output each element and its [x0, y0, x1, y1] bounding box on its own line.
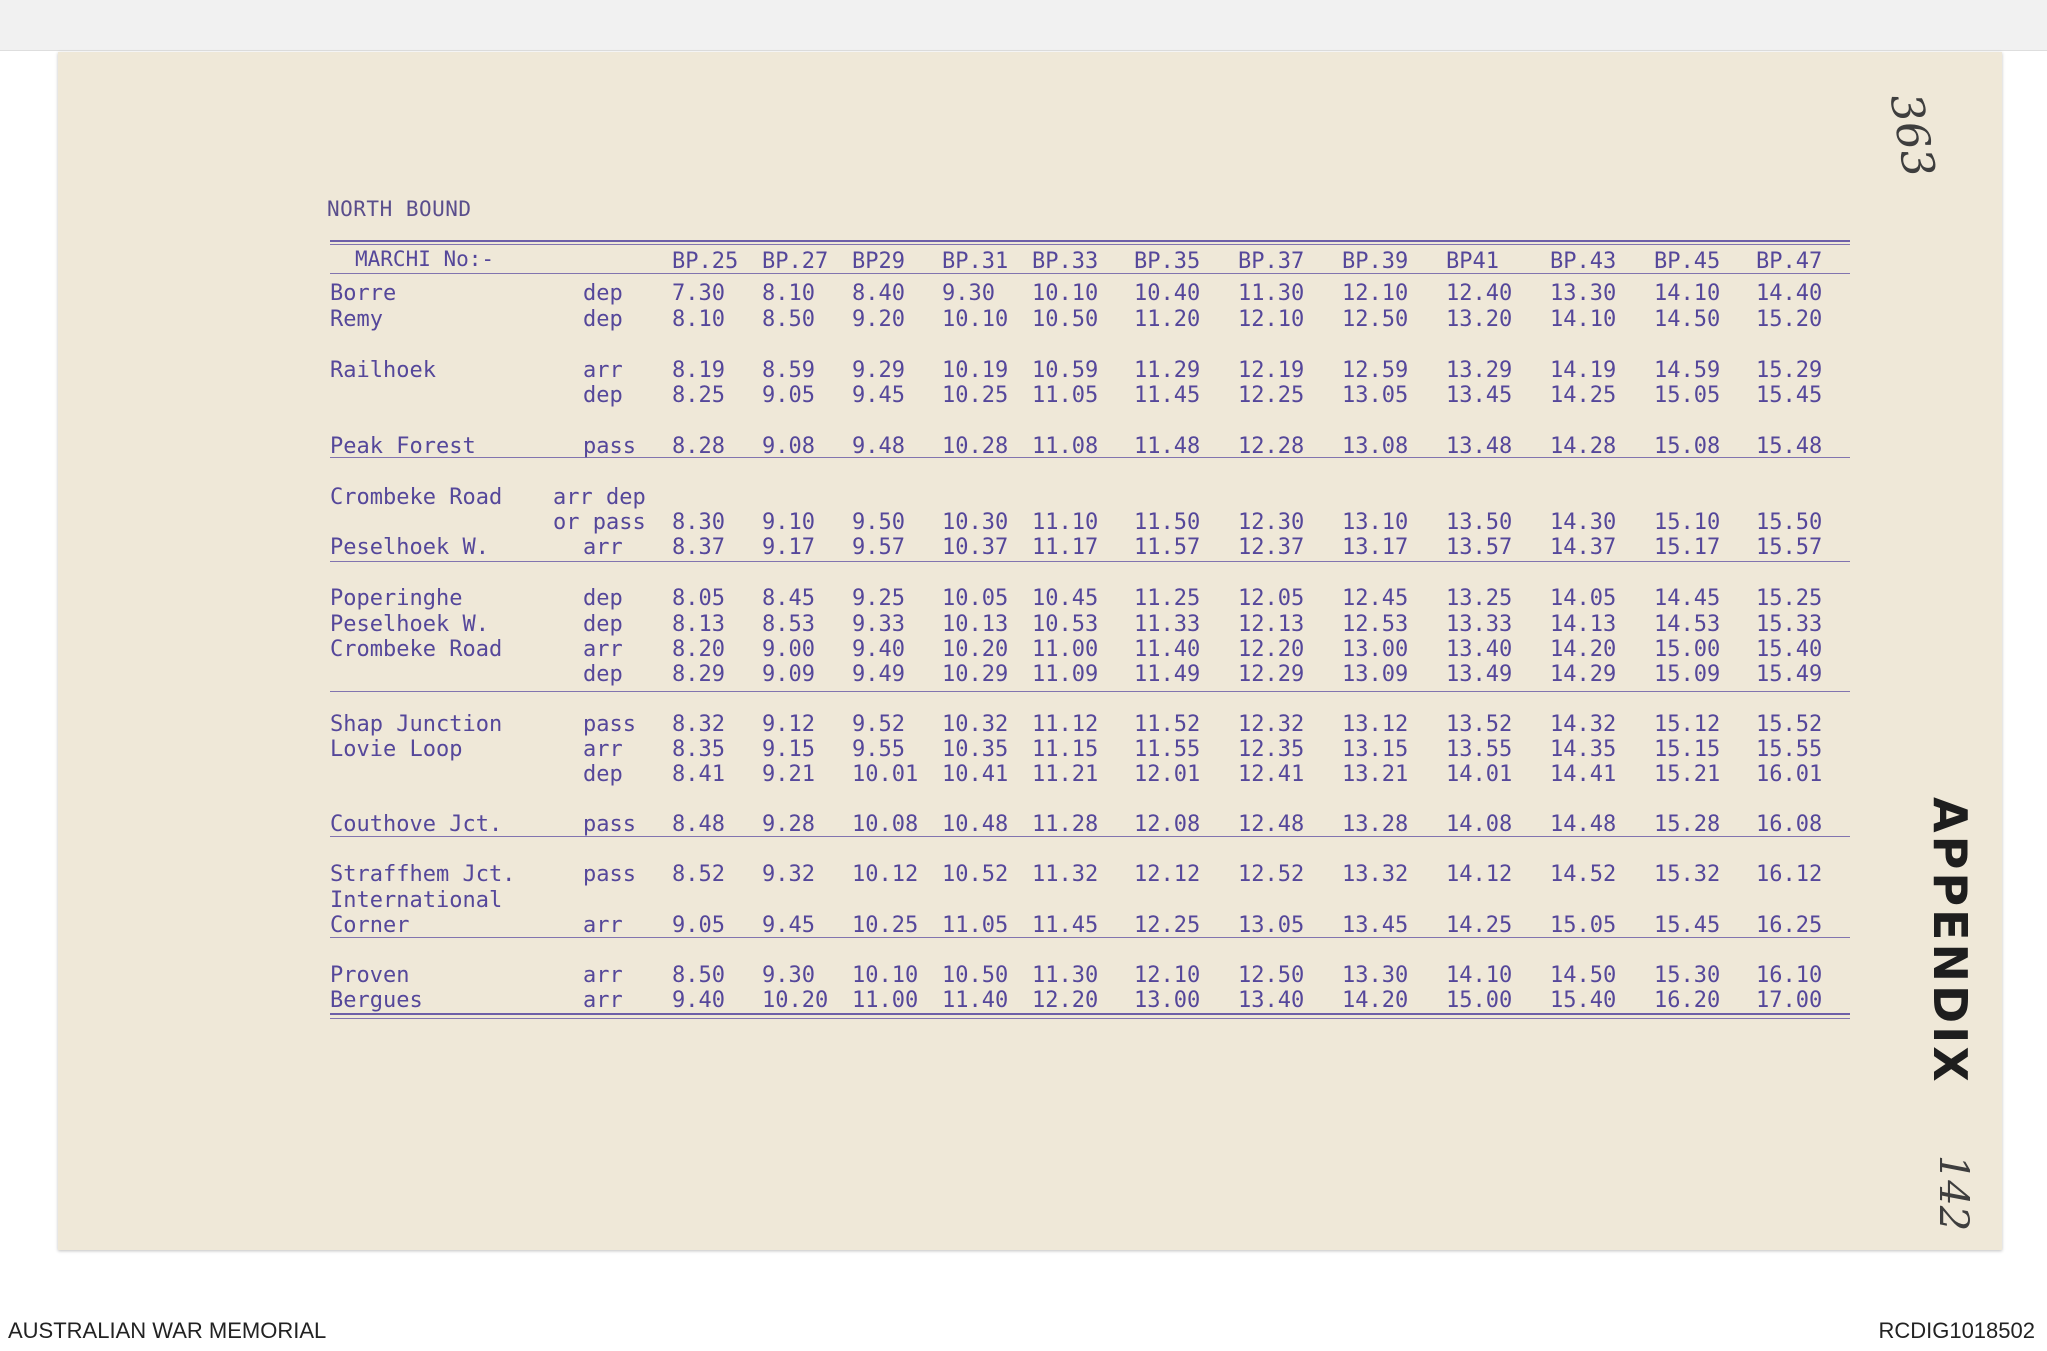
- time-cell: 14.41: [1550, 762, 1617, 787]
- time-cell: 10.20: [762, 988, 829, 1013]
- time-cell: 13.45: [1342, 913, 1409, 938]
- time-cell: 14.48: [1550, 812, 1617, 837]
- handwritten-page-number: 363: [1879, 89, 1945, 182]
- time-cell: 12.37: [1238, 535, 1305, 560]
- time-cell: 9.15: [762, 737, 815, 762]
- time-cell: 15.49: [1756, 662, 1823, 687]
- time-cell: 16.10: [1756, 963, 1823, 988]
- column-header: BP.47: [1756, 249, 1823, 274]
- time-cell: 11.15: [1032, 737, 1099, 762]
- column-header: BP.33: [1032, 249, 1099, 274]
- time-cell: 9.12: [762, 712, 815, 737]
- time-cell: 14.53: [1654, 612, 1721, 637]
- time-cell: 13.52: [1446, 712, 1513, 737]
- station-name: Borre: [330, 281, 397, 306]
- time-cell: 12.50: [1342, 307, 1409, 332]
- movement-type: arr: [583, 913, 623, 938]
- time-cell: 14.29: [1550, 662, 1617, 687]
- column-header: BP.27: [762, 249, 829, 274]
- time-cell: 9.45: [762, 913, 815, 938]
- time-cell: 13.50: [1446, 510, 1513, 535]
- time-cell: 12.10: [1342, 281, 1409, 306]
- time-cell: 14.10: [1654, 281, 1721, 306]
- footer-rule: [330, 1013, 1850, 1015]
- movement-type: arr: [583, 535, 623, 560]
- time-cell: 12.48: [1238, 812, 1305, 837]
- time-cell: 16.25: [1756, 913, 1823, 938]
- time-cell: 15.25: [1756, 586, 1823, 611]
- time-cell: 10.35: [942, 737, 1009, 762]
- time-cell: 9.00: [762, 637, 815, 662]
- time-cell: 12.12: [1134, 862, 1201, 887]
- time-cell: 13.40: [1446, 637, 1513, 662]
- time-cell: 11.00: [852, 988, 919, 1013]
- header-rule-top-2: [330, 244, 1850, 245]
- footer-rule-2: [330, 1018, 1850, 1019]
- column-header: BP29: [852, 249, 905, 274]
- time-cell: 11.55: [1134, 737, 1201, 762]
- time-cell: 8.13: [672, 612, 725, 637]
- time-cell: 11.45: [1032, 913, 1099, 938]
- time-cell: 15.05: [1550, 913, 1617, 938]
- time-cell: 15.09: [1654, 662, 1721, 687]
- time-cell: 12.13: [1238, 612, 1305, 637]
- time-cell: 8.10: [762, 281, 815, 306]
- time-cell: 11.45: [1134, 383, 1201, 408]
- time-cell: 9.30: [942, 281, 995, 306]
- time-cell: 15.33: [1756, 612, 1823, 637]
- time-cell: 12.20: [1238, 637, 1305, 662]
- time-cell: 12.20: [1032, 988, 1099, 1013]
- time-cell: 12.25: [1238, 383, 1305, 408]
- time-cell: 8.52: [672, 862, 725, 887]
- time-cell: 11.40: [1134, 637, 1201, 662]
- time-cell: 14.13: [1550, 612, 1617, 637]
- time-cell: 14.30: [1550, 510, 1617, 535]
- time-cell: 13.10: [1342, 510, 1409, 535]
- time-cell: 13.49: [1446, 662, 1513, 687]
- time-cell: 10.19: [942, 358, 1009, 383]
- time-cell: 12.30: [1238, 510, 1305, 535]
- time-cell: 13.00: [1342, 637, 1409, 662]
- time-cell: 12.19: [1238, 358, 1305, 383]
- time-cell: 11.30: [1032, 963, 1099, 988]
- time-cell: 12.59: [1342, 358, 1409, 383]
- time-cell: 10.45: [1032, 586, 1099, 611]
- time-cell: 10.53: [1032, 612, 1099, 637]
- time-cell: 12.32: [1238, 712, 1305, 737]
- time-cell: 12.50: [1238, 963, 1305, 988]
- section-rule: [330, 836, 1850, 837]
- time-cell: 13.25: [1446, 586, 1513, 611]
- time-cell: 13.08: [1342, 434, 1409, 459]
- time-cell: 16.20: [1654, 988, 1721, 1013]
- time-cell: 15.29: [1756, 358, 1823, 383]
- station-name: Bergues: [330, 988, 423, 1013]
- time-cell: 10.28: [942, 434, 1009, 459]
- time-cell: 10.25: [942, 383, 1009, 408]
- time-cell: 9.48: [852, 434, 905, 459]
- station-name: Peselhoek W.: [330, 535, 489, 560]
- time-cell: 10.10: [852, 963, 919, 988]
- time-cell: 11.28: [1032, 812, 1099, 837]
- time-cell: 8.19: [672, 358, 725, 383]
- time-cell: 15.40: [1756, 637, 1823, 662]
- time-cell: 9.45: [852, 383, 905, 408]
- time-cell: 9.57: [852, 535, 905, 560]
- station-name: Remy: [330, 307, 383, 332]
- time-cell: 15.05: [1654, 383, 1721, 408]
- time-cell: 12.40: [1446, 281, 1513, 306]
- time-cell: 9.40: [672, 988, 725, 1013]
- time-cell: 14.52: [1550, 862, 1617, 887]
- movement-type: dep: [583, 383, 623, 408]
- time-cell: 14.01: [1446, 762, 1513, 787]
- movement-type: dep: [583, 662, 623, 687]
- time-cell: 10.52: [942, 862, 1009, 887]
- station-name: Crombeke Road: [330, 637, 503, 662]
- time-cell: 8.25: [672, 383, 725, 408]
- column-header: BP.35: [1134, 249, 1201, 274]
- station-name: Poperinghe: [330, 586, 463, 611]
- time-cell: 9.09: [762, 662, 815, 687]
- time-cell: 12.35: [1238, 737, 1305, 762]
- movement-type: pass: [583, 712, 636, 737]
- station-name: Proven: [330, 963, 410, 988]
- time-cell: 8.20: [672, 637, 725, 662]
- time-cell: 15.40: [1550, 988, 1617, 1013]
- footer-catalog-id: RCDIG1018502: [1878, 1318, 2035, 1343]
- time-cell: 9.05: [672, 913, 725, 938]
- time-cell: 14.10: [1446, 963, 1513, 988]
- time-cell: 10.40: [1134, 281, 1201, 306]
- movement-type: dep: [583, 281, 623, 306]
- section-rule: [330, 691, 1850, 692]
- time-cell: 10.20: [942, 637, 1009, 662]
- time-cell: 16.01: [1756, 762, 1823, 787]
- time-cell: 15.21: [1654, 762, 1721, 787]
- time-cell: 9.05: [762, 383, 815, 408]
- time-cell: 15.50: [1756, 510, 1823, 535]
- time-cell: 15.52: [1756, 712, 1823, 737]
- station-name: Crombeke Road: [330, 485, 503, 510]
- time-cell: 10.10: [1032, 281, 1099, 306]
- station-name: Lovie Loop: [330, 737, 463, 762]
- time-cell: 10.10: [942, 307, 1009, 332]
- time-cell: 9.50: [852, 510, 905, 535]
- time-cell: 11.00: [1032, 637, 1099, 662]
- time-cell: 10.30: [942, 510, 1009, 535]
- time-cell: 14.20: [1342, 988, 1409, 1013]
- time-cell: 14.19: [1550, 358, 1617, 383]
- time-cell: 12.05: [1238, 586, 1305, 611]
- time-cell: 10.05: [942, 586, 1009, 611]
- station-name: Peselhoek W.: [330, 612, 489, 637]
- time-cell: 10.25: [852, 913, 919, 938]
- time-cell: 12.28: [1238, 434, 1305, 459]
- time-cell: 10.32: [942, 712, 1009, 737]
- time-cell: 13.30: [1550, 281, 1617, 306]
- column-header: BP.43: [1550, 249, 1617, 274]
- movement-type: or pass: [553, 510, 646, 535]
- movement-type: dep: [583, 586, 623, 611]
- time-cell: 11.57: [1134, 535, 1201, 560]
- time-cell: 12.45: [1342, 586, 1409, 611]
- station-name: Railhoek: [330, 358, 436, 383]
- station-name: Straffhem Jct.: [330, 862, 516, 887]
- time-cell: 13.55: [1446, 737, 1513, 762]
- column-header: BP.37: [1238, 249, 1305, 274]
- time-cell: 15.57: [1756, 535, 1823, 560]
- station-name: Shap Junction: [330, 712, 503, 737]
- movement-type: pass: [583, 434, 636, 459]
- time-cell: 11.20: [1134, 307, 1201, 332]
- time-cell: 14.37: [1550, 535, 1617, 560]
- time-cell: 13.05: [1342, 383, 1409, 408]
- time-cell: 15.45: [1756, 383, 1823, 408]
- station-name: Corner: [330, 913, 410, 938]
- time-cell: 9.52: [852, 712, 905, 737]
- column-header: BP.45: [1654, 249, 1721, 274]
- time-cell: 9.21: [762, 762, 815, 787]
- time-cell: 8.32: [672, 712, 725, 737]
- time-cell: 12.10: [1238, 307, 1305, 332]
- time-cell: 12.41: [1238, 762, 1305, 787]
- time-cell: 14.25: [1446, 913, 1513, 938]
- time-cell: 10.48: [942, 812, 1009, 837]
- time-cell: 11.10: [1032, 510, 1099, 535]
- time-cell: 8.40: [852, 281, 905, 306]
- time-cell: 13.28: [1342, 812, 1409, 837]
- time-cell: 8.53: [762, 612, 815, 637]
- time-cell: 9.08: [762, 434, 815, 459]
- time-cell: 10.29: [942, 662, 1009, 687]
- time-cell: 11.40: [942, 988, 1009, 1013]
- time-cell: 13.30: [1342, 963, 1409, 988]
- time-cell: 11.52: [1134, 712, 1201, 737]
- movement-type: arr: [583, 988, 623, 1013]
- time-cell: 11.12: [1032, 712, 1099, 737]
- time-cell: 10.50: [942, 963, 1009, 988]
- time-cell: 10.08: [852, 812, 919, 837]
- time-cell: 14.08: [1446, 812, 1513, 837]
- time-cell: 9.32: [762, 862, 815, 887]
- time-cell: 10.01: [852, 762, 919, 787]
- time-cell: 12.29: [1238, 662, 1305, 687]
- time-cell: 14.20: [1550, 637, 1617, 662]
- handwritten-folio: 142: [1930, 1154, 1977, 1232]
- time-cell: 13.40: [1238, 988, 1305, 1013]
- time-cell: 12.25: [1134, 913, 1201, 938]
- time-cell: 14.05: [1550, 586, 1617, 611]
- time-cell: 10.12: [852, 862, 919, 887]
- section-rule: [330, 937, 1850, 938]
- time-cell: 13.00: [1134, 988, 1201, 1013]
- time-cell: 15.00: [1654, 637, 1721, 662]
- time-cell: 11.17: [1032, 535, 1099, 560]
- time-cell: 15.00: [1446, 988, 1513, 1013]
- time-cell: 14.40: [1756, 281, 1823, 306]
- time-cell: 13.05: [1238, 913, 1305, 938]
- time-cell: 11.30: [1238, 281, 1305, 306]
- time-cell: 11.21: [1032, 762, 1099, 787]
- time-cell: 11.08: [1032, 434, 1099, 459]
- time-cell: 11.49: [1134, 662, 1201, 687]
- time-cell: 12.01: [1134, 762, 1201, 787]
- time-cell: 14.45: [1654, 586, 1721, 611]
- movement-type: arr: [583, 637, 623, 662]
- movement-type: arr: [583, 737, 623, 762]
- header-rule-top: [330, 240, 1850, 242]
- time-cell: 9.40: [852, 637, 905, 662]
- time-cell: 9.30: [762, 963, 815, 988]
- time-cell: 13.21: [1342, 762, 1409, 787]
- time-cell: 9.29: [852, 358, 905, 383]
- time-cell: 15.30: [1654, 963, 1721, 988]
- movement-type: pass: [583, 862, 636, 887]
- time-cell: 8.59: [762, 358, 815, 383]
- time-cell: 15.10: [1654, 510, 1721, 535]
- movement-type: dep: [583, 307, 623, 332]
- time-cell: 8.35: [672, 737, 725, 762]
- time-cell: 8.41: [672, 762, 725, 787]
- movement-type: dep: [583, 612, 623, 637]
- time-cell: 8.50: [762, 307, 815, 332]
- time-cell: 15.48: [1756, 434, 1823, 459]
- time-cell: 13.32: [1342, 862, 1409, 887]
- page-title: NORTH BOUND: [327, 197, 472, 221]
- time-cell: 9.17: [762, 535, 815, 560]
- column-header: BP.39: [1342, 249, 1409, 274]
- time-cell: 8.45: [762, 586, 815, 611]
- time-cell: 14.28: [1550, 434, 1617, 459]
- time-cell: 10.59: [1032, 358, 1099, 383]
- time-cell: 13.12: [1342, 712, 1409, 737]
- time-cell: 11.33: [1134, 612, 1201, 637]
- station-name: Peak Forest: [330, 434, 476, 459]
- time-cell: 8.28: [672, 434, 725, 459]
- footer-institution: AUSTRALIAN WAR MEMORIAL: [8, 1318, 327, 1343]
- movement-type: arr: [583, 358, 623, 383]
- time-cell: 12.53: [1342, 612, 1409, 637]
- time-cell: 11.32: [1032, 862, 1099, 887]
- time-cell: 10.41: [942, 762, 1009, 787]
- station-name: Couthove Jct.: [330, 812, 503, 837]
- time-cell: 13.33: [1446, 612, 1513, 637]
- time-cell: 13.45: [1446, 383, 1513, 408]
- time-cell: 10.13: [942, 612, 1009, 637]
- time-cell: 13.29: [1446, 358, 1513, 383]
- column-header: BP.31: [942, 249, 1009, 274]
- time-cell: 16.08: [1756, 812, 1823, 837]
- time-cell: 8.37: [672, 535, 725, 560]
- time-cell: 8.10: [672, 307, 725, 332]
- time-cell: 11.25: [1134, 586, 1201, 611]
- time-cell: 14.59: [1654, 358, 1721, 383]
- time-cell: 14.25: [1550, 383, 1617, 408]
- time-cell: 11.05: [1032, 383, 1099, 408]
- movement-type: arr dep: [553, 485, 646, 510]
- time-cell: 9.10: [762, 510, 815, 535]
- time-cell: 14.35: [1550, 737, 1617, 762]
- time-cell: 15.12: [1654, 712, 1721, 737]
- movement-type: dep: [583, 762, 623, 787]
- time-cell: 12.52: [1238, 862, 1305, 887]
- viewer-top-strip: [0, 0, 2047, 51]
- movement-type: arr: [583, 963, 623, 988]
- time-cell: 10.37: [942, 535, 1009, 560]
- time-cell: 8.48: [672, 812, 725, 837]
- time-cell: 9.20: [852, 307, 905, 332]
- section-rule: [330, 561, 1850, 562]
- time-cell: 14.50: [1550, 963, 1617, 988]
- time-cell: 9.49: [852, 662, 905, 687]
- column-header: BP41: [1446, 249, 1499, 274]
- time-cell: 14.32: [1550, 712, 1617, 737]
- time-cell: 8.05: [672, 586, 725, 611]
- time-cell: 8.29: [672, 662, 725, 687]
- time-cell: 14.50: [1654, 307, 1721, 332]
- time-cell: 15.55: [1756, 737, 1823, 762]
- time-cell: 15.15: [1654, 737, 1721, 762]
- time-cell: 10.50: [1032, 307, 1099, 332]
- station-name: International: [330, 888, 503, 913]
- time-cell: 13.17: [1342, 535, 1409, 560]
- column-header: BP.25: [672, 249, 739, 274]
- time-cell: 11.09: [1032, 662, 1099, 687]
- time-cell: 15.32: [1654, 862, 1721, 887]
- movement-type: pass: [583, 812, 636, 837]
- section-rule: [330, 457, 1850, 458]
- time-cell: 12.10: [1134, 963, 1201, 988]
- time-cell: 8.30: [672, 510, 725, 535]
- time-cell: 9.33: [852, 612, 905, 637]
- time-cell: 13.48: [1446, 434, 1513, 459]
- time-cell: 13.09: [1342, 662, 1409, 687]
- time-cell: 11.29: [1134, 358, 1201, 383]
- time-cell: 16.12: [1756, 862, 1823, 887]
- time-cell: 17.00: [1756, 988, 1823, 1013]
- time-cell: 15.45: [1654, 913, 1721, 938]
- time-cell: 13.20: [1446, 307, 1513, 332]
- time-cell: 9.28: [762, 812, 815, 837]
- time-cell: 13.57: [1446, 535, 1513, 560]
- time-cell: 8.50: [672, 963, 725, 988]
- time-cell: 15.20: [1756, 307, 1823, 332]
- time-cell: 11.48: [1134, 434, 1201, 459]
- time-cell: 11.05: [942, 913, 1009, 938]
- time-cell: 7.30: [672, 281, 725, 306]
- time-cell: 9.25: [852, 586, 905, 611]
- time-cell: 15.08: [1654, 434, 1721, 459]
- time-cell: 15.28: [1654, 812, 1721, 837]
- time-cell: 14.10: [1550, 307, 1617, 332]
- time-cell: 12.08: [1134, 812, 1201, 837]
- time-cell: 9.55: [852, 737, 905, 762]
- handwritten-appendix: APPENDIX: [1923, 797, 1977, 1085]
- marchi-label: MARCHI No:-: [355, 247, 495, 271]
- time-cell: 11.50: [1134, 510, 1201, 535]
- time-cell: 14.12: [1446, 862, 1513, 887]
- time-cell: 15.17: [1654, 535, 1721, 560]
- time-cell: 13.15: [1342, 737, 1409, 762]
